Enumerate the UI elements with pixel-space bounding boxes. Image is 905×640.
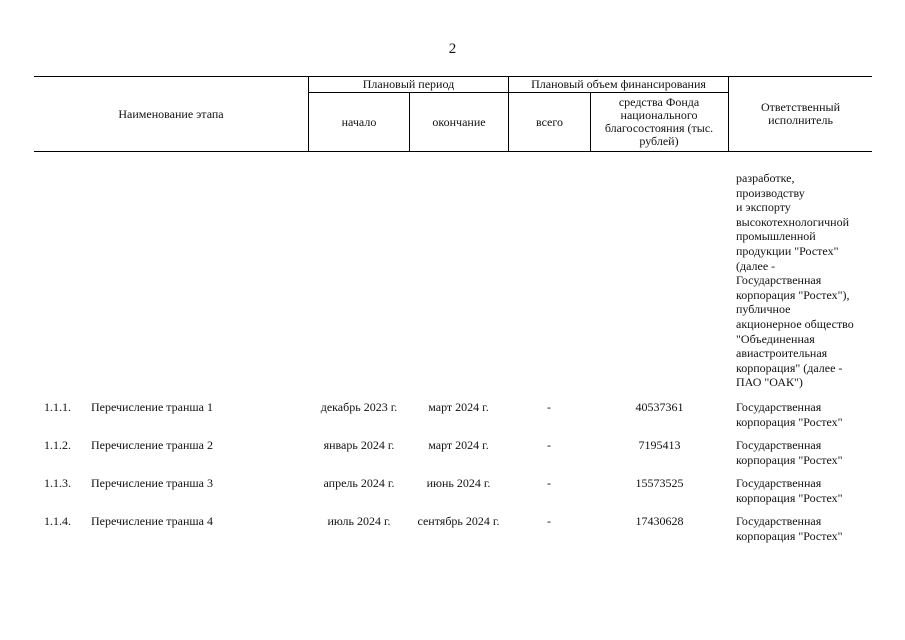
row-start: апрель 2024 г. xyxy=(323,476,395,490)
row-fund: 7195413 xyxy=(638,438,681,452)
row-number: 1.1.1. xyxy=(44,400,71,414)
responsible-line: Государственная xyxy=(736,273,822,288)
responsible-line: продукции "Ростех" xyxy=(736,243,839,258)
responsible-line: Государственная xyxy=(736,476,822,490)
row-responsible xyxy=(736,400,886,430)
row-total: - xyxy=(547,514,551,528)
responsible-line: ПАО "ОАК") xyxy=(736,375,803,390)
header-responsible: Ответственный исполнитель xyxy=(760,100,841,127)
row-responsible xyxy=(736,476,886,506)
row-stage-name: Перечисление транша 2 xyxy=(91,438,213,452)
header-planned-period: Плановый период xyxy=(362,77,455,91)
row-start: декабрь 2023 г. xyxy=(320,400,398,414)
table-row xyxy=(0,476,905,508)
responsible-line: Государственная xyxy=(736,514,822,528)
row-total: - xyxy=(547,400,551,414)
responsible-line: корпорация "Ростех" xyxy=(736,415,843,429)
responsible-line: авиастроительная xyxy=(736,346,828,361)
row-stage-name: Перечисление транша 4 xyxy=(91,514,213,528)
row-total: - xyxy=(547,476,551,490)
table-row xyxy=(0,514,905,546)
responsible-line: "Объединенная xyxy=(736,331,815,346)
responsible-line: и экспорту xyxy=(736,200,791,215)
table-row xyxy=(0,438,905,470)
responsible-line: Государственная xyxy=(736,438,822,452)
row-start: июль 2024 г. xyxy=(327,514,391,528)
header-divider xyxy=(590,92,591,152)
responsible-line: корпорация "Ростех"), xyxy=(736,287,850,302)
header-fund: средства Фонда национального благосостояния (тыс. рублей) xyxy=(604,95,714,148)
row-responsible xyxy=(736,514,886,544)
responsible-line: производству xyxy=(736,185,805,200)
continued-responsible-text xyxy=(736,171,886,390)
responsible-line: корпорация "Ростех" xyxy=(736,453,843,467)
row-start: январь 2024 г. xyxy=(323,438,395,452)
table-row xyxy=(0,400,905,432)
row-number: 1.1.3. xyxy=(44,476,71,490)
responsible-line: акционерное общество xyxy=(736,316,854,331)
header-total: всего xyxy=(535,114,564,129)
row-number: 1.1.2. xyxy=(44,438,71,452)
responsible-line: промышленной xyxy=(736,229,816,244)
row-end: март 2024 г. xyxy=(428,400,489,414)
row-responsible xyxy=(736,438,886,468)
responsible-line: публичное xyxy=(736,302,791,317)
row-fund: 15573525 xyxy=(635,476,684,490)
responsible-line: Государственная xyxy=(736,400,822,414)
responsible-line: (далее - xyxy=(736,258,776,273)
row-fund: 17430628 xyxy=(635,514,684,528)
row-end: март 2024 г. xyxy=(428,438,489,452)
responsible-line: корпорация "Ростех" xyxy=(736,491,843,505)
responsible-line: корпорация" (далее - xyxy=(736,360,843,375)
row-end: июнь 2024 г. xyxy=(426,476,491,490)
responsible-line: разработке, xyxy=(736,171,795,185)
row-total: - xyxy=(547,438,551,452)
page-number: 2 xyxy=(448,41,457,57)
row-number: 1.1.4. xyxy=(44,514,71,528)
row-stage-name: Перечисление транша 3 xyxy=(91,476,213,490)
row-end: сентябрь 2024 г. xyxy=(417,514,500,528)
responsible-line: высокотехнологичной xyxy=(736,214,850,229)
row-stage-name: Перечисление транша 1 xyxy=(91,400,213,414)
header-planned-funding: Плановый объем финансирования xyxy=(531,77,706,91)
responsible-line: корпорация "Ростех" xyxy=(736,529,843,543)
header-end: окончание xyxy=(432,114,486,129)
header-stage-name: Наименование этапа xyxy=(118,106,224,121)
row-fund: 40537361 xyxy=(635,400,684,414)
header-start: начало xyxy=(341,114,377,129)
